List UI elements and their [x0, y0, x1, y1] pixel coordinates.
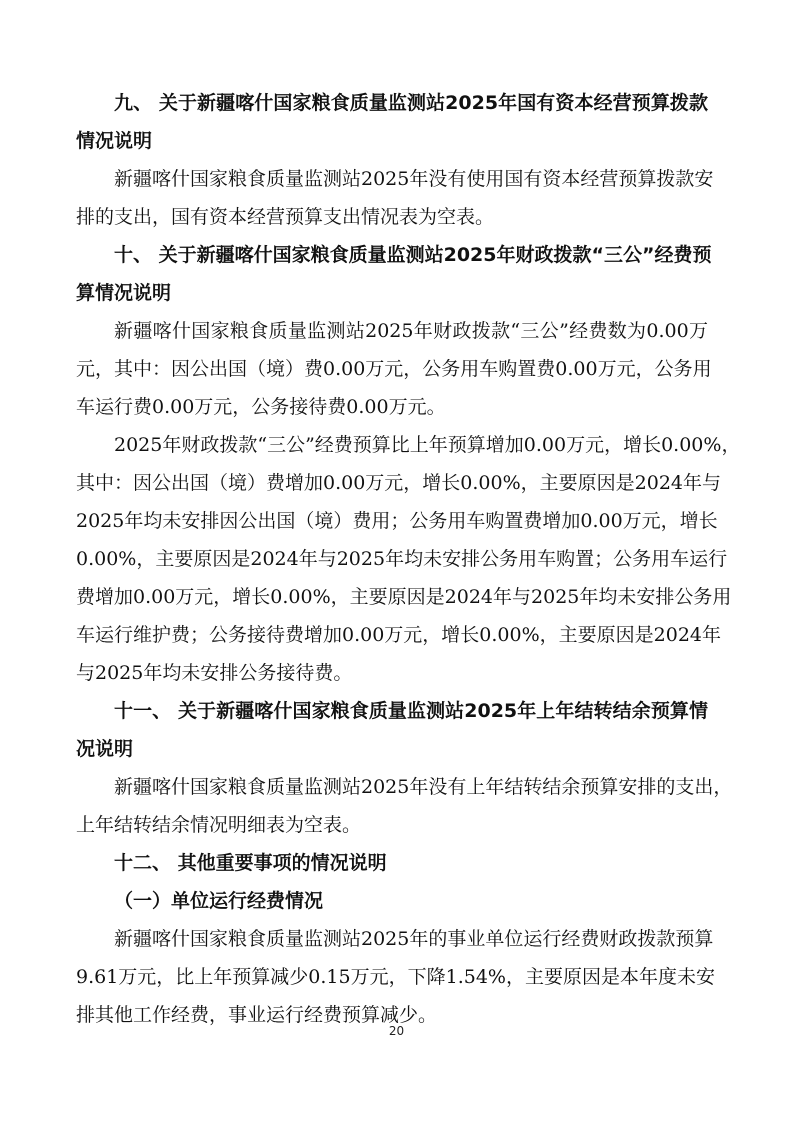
- section-11-paragraph: 新疆喀什国家粮食质量监测站2025年没有上年结转结余预算安排的支出，: [114, 776, 733, 798]
- section-11-heading: 十一、 关于新疆喀什国家粮食质量监测站2025年上年结转结余预算情: [114, 700, 708, 722]
- section-10-paragraph-2-line-5: 费增加0.00万元，增长0.00%，主要原因是2024年与2025年均未安排公务用: [76, 586, 732, 608]
- section-10-paragraph-2-line-4: 0.00%，主要原因是2024年与2025年均未安排公务用车购置；公务用车运行: [76, 548, 728, 570]
- section-12-paragraph-end: 排其他工作经费，事业运行经费预算减少。: [76, 1004, 438, 1026]
- section-10-paragraph-2-end: 与2025年均未安排公务接待费。: [76, 662, 353, 684]
- section-10-paragraph-1-end: 车运行费0.00万元，公务接待费0.00万元。: [76, 396, 446, 418]
- section-9-paragraph-cont: 排的支出，国有资本经营预算支出情况表为空表。: [76, 206, 495, 228]
- section-10-paragraph-2: 2025年财政拨款“三公”经费预算比上年预算增加0.00万元，增长0.00%，: [114, 434, 741, 456]
- section-12-subheading-1: （一）单位运行经费情况: [114, 890, 324, 912]
- section-12-heading: 十二、 其他重要事项的情况说明: [114, 852, 387, 874]
- page-number: 20: [388, 1024, 405, 1038]
- document-page: [76, 84, 741, 1034]
- section-10-paragraph-1-cont: 元，其中：因公出国（境）费0.00万元，公务用车购置费0.00万元，公务用: [76, 358, 712, 380]
- section-12-paragraph-line-2: 9.61万元，比上年预算减少0.15万元，下降1.54%，主要原因是本年度未安: [76, 966, 715, 988]
- section-10-paragraph-2-line-2: 其中：因公出国（境）费增加0.00万元，增长0.00%，主要原因是2024年与: [76, 472, 722, 494]
- section-12-paragraph: 新疆喀什国家粮食质量监测站2025年的事业单位运行经费财政拨款预算: [114, 928, 714, 950]
- section-9-heading: 九、 关于新疆喀什国家粮食质量监测站2025年国有资本经营预算拨款: [114, 92, 708, 114]
- section-10-heading: 十、 关于新疆喀什国家粮食质量监测站2025年财政拨款“三公”经费预: [114, 244, 712, 266]
- section-11-paragraph-cont: 上年结转结余情况明细表为空表。: [76, 814, 362, 836]
- section-10-paragraph-2-line-3: 2025年均未安排因公出国（境）费用；公务用车购置费增加0.00万元，增长: [76, 510, 718, 532]
- section-9-paragraph: 新疆喀什国家粮食质量监测站2025年没有使用国有资本经营预算拨款安: [114, 168, 714, 190]
- section-10-heading-cont: 算情况说明: [76, 282, 172, 304]
- section-10-paragraph-2-line-6: 车运行维护费；公务接待费增加0.00万元，增长0.00%，主要原因是2024年: [76, 624, 722, 646]
- section-11-heading-cont: 况说明: [76, 738, 134, 760]
- section-10-paragraph-1: 新疆喀什国家粮食质量监测站2025年财政拨款“三公”经费数为0.00万: [114, 320, 708, 342]
- section-9-heading-cont: 情况说明: [76, 130, 153, 152]
